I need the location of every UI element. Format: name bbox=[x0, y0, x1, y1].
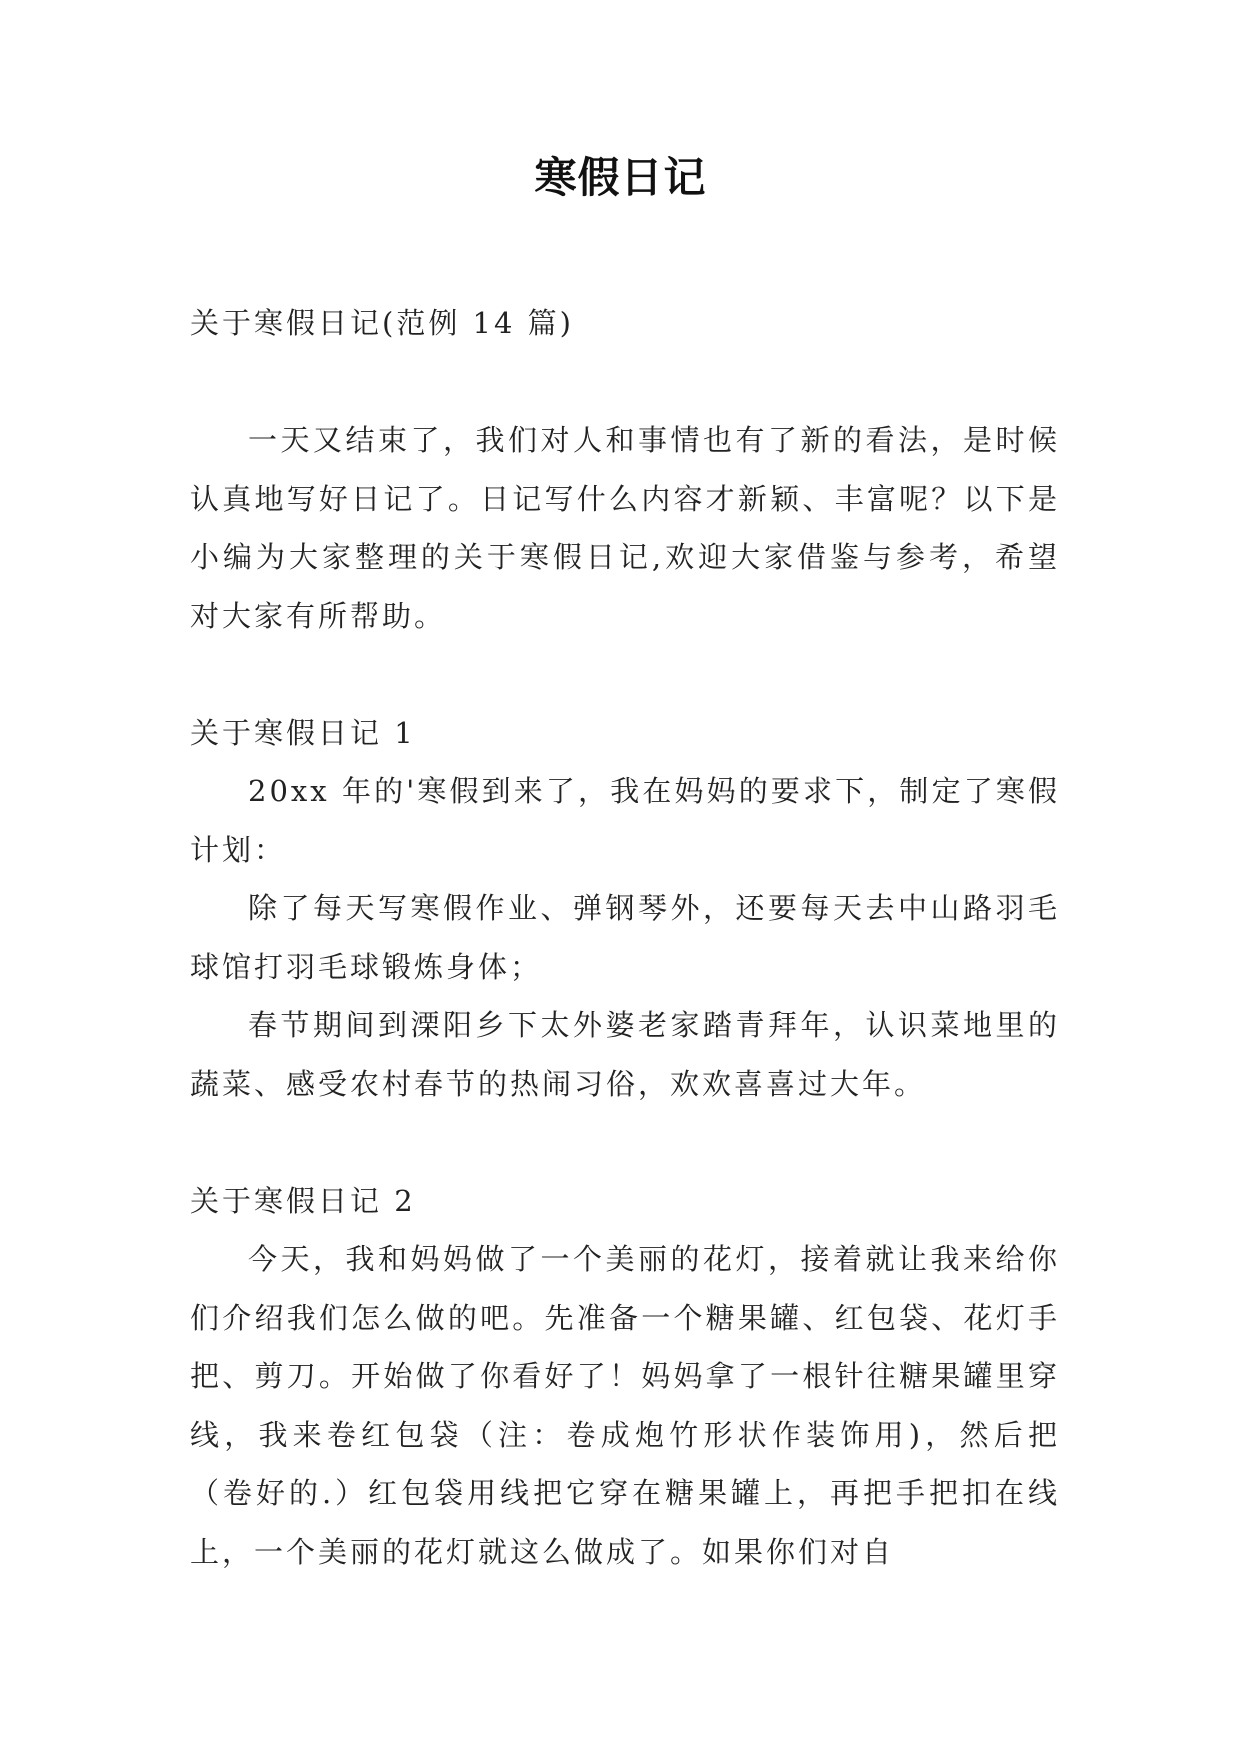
section-2-paragraph: 今天，我和妈妈做了一个美丽的花灯，接着就让我来给你们介绍我们怎么做的吧。先准备一个糖果罐、红包袋、花灯手把、剪刀。开始做了你看好了！妈妈拿了一根针往糖果罐里穿线，我来卷红包袋（注：卷成炮竹形状作装饰用)，然后把（卷好的.）红包袋用线把它穿在糖果罐上，再把手把扣在线上，一个美丽的花灯就这么做成了。如果你们对自 bbox=[190, 1242, 1060, 1569]
spacer bbox=[190, 353, 1060, 412]
spacer bbox=[190, 645, 1060, 704]
document-title: 寒假日记 bbox=[534, 153, 707, 202]
spacer bbox=[190, 1113, 1060, 1172]
intro-paragraph: 一天又结束了，我们对人和事情也有了新的看法，是时候认真地写好日记了。日记写什么内容才新颖、丰富呢？以下是小编为大家整理的关于寒假日记,欢迎大家借鉴与参考，希望对大家有所帮助。 bbox=[190, 423, 1060, 633]
section-1-paragraph: 除了每天写寒假作业、弹钢琴外，还要每天去中山路羽毛球馆打羽毛球锻炼身体； bbox=[190, 891, 1060, 984]
section-heading-1: 关于寒假日记 1 bbox=[190, 715, 416, 750]
document-body bbox=[190, 294, 1060, 1581]
section-1-paragraph: 春节期间到溧阳乡下太外婆老家踏青拜年，认识菜地里的蔬菜、感受农村春节的热闹习俗，欢欢喜喜过大年。 bbox=[190, 1008, 1060, 1101]
section-heading-2: 关于寒假日记 2 bbox=[190, 1183, 416, 1218]
document-subtitle: 关于寒假日记(范例 14 篇) bbox=[190, 306, 574, 340]
section-1-paragraph: 20xx 年的'寒假到来了，我在妈妈的要求下，制定了寒假计划： bbox=[190, 774, 1060, 867]
